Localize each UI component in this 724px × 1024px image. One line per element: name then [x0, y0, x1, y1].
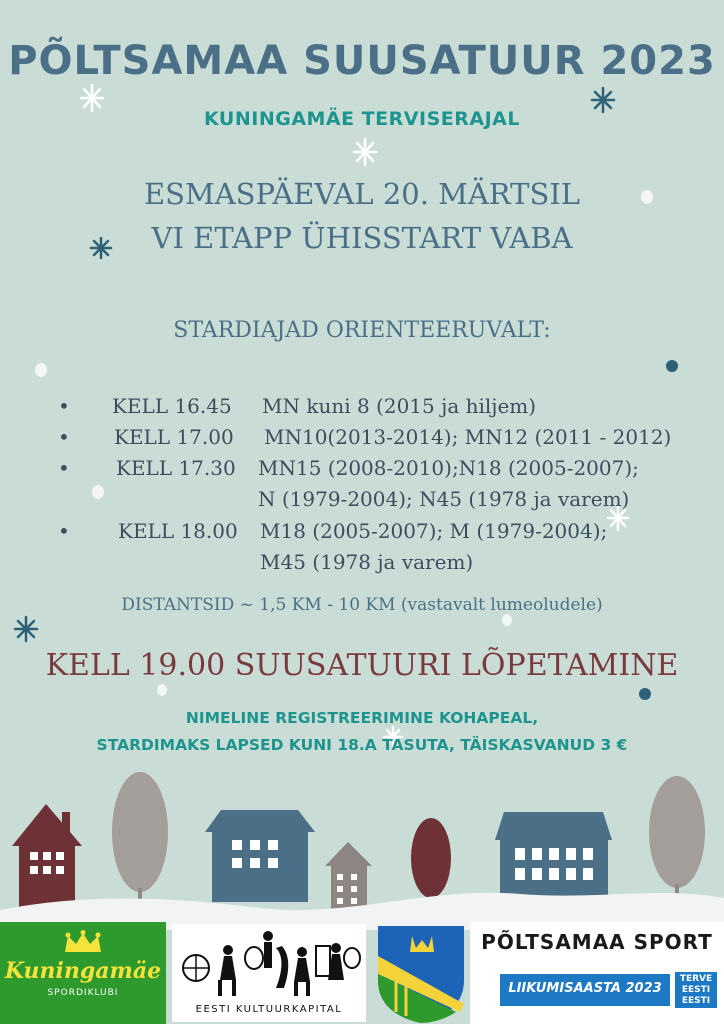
arts-figures-icon	[176, 928, 362, 1000]
start-time: KELL 17.30	[116, 456, 236, 480]
kuningamae-name: Kuningamäe	[4, 958, 162, 984]
start-time: KELL 17.00	[114, 425, 234, 449]
event-info	[0, 172, 724, 260]
house-icon	[205, 810, 315, 902]
fee-line: STARDIMAKS LAPSED KUNI 18.A TASUTA, TÄISKASVANUD 3 €	[96, 736, 628, 754]
start-time: KELL 18.00	[118, 519, 238, 543]
kuningamae-logo	[0, 922, 166, 1024]
village-illustration	[0, 770, 724, 930]
liikumisaasta-text: LIIKUMISAASTA 2023	[508, 981, 662, 996]
start-classes: MN15 (2008-2010);N18 (2005-2007);	[258, 456, 639, 480]
distances-note: DISTANTSID ~ 1,5 KM - 10 KM (vastavalt lumeoludele)	[121, 595, 603, 615]
start-time: KELL 16.45	[112, 394, 232, 418]
sponsor-logos	[0, 922, 724, 1024]
kulturkapital-logo	[172, 924, 366, 1022]
event-date: ESMASPÄEVAL 20. MÄRTSIL	[143, 177, 581, 211]
bullet: •	[58, 519, 70, 543]
start-classes: MN10(2013-2014); MN12 (2011 - 2012)	[264, 425, 672, 449]
tree-icon	[112, 772, 168, 910]
crown-icon	[63, 930, 103, 956]
start-classes: M45 (1978 ja varem)	[260, 550, 474, 574]
venue-subtitle: KUNINGAMÄE TERVISERAJAL	[204, 108, 520, 130]
kulturkapital-name: EESTI KULTUURKAPITAL	[195, 1004, 343, 1015]
coat-of-arms-icon	[372, 922, 470, 1024]
kuningamae-club: SPORDIKLUBI	[47, 988, 119, 998]
bullet: •	[58, 394, 70, 418]
schedule-heading: STARDIAJAD ORIENTEERUVALT:	[173, 318, 551, 343]
finish-announcement: KELL 19.00 SUUSATUURI LÕPETAMINE	[45, 648, 679, 683]
start-classes: N (1979-2004); N45 (1978 ja varem)	[258, 487, 630, 511]
page-title: PÕLTSAMAA SUUSATUUR 2023	[8, 38, 716, 84]
liikumisaasta-badge	[500, 974, 670, 1006]
house-icon	[495, 812, 612, 906]
bullet: •	[58, 425, 70, 449]
eesti-text: EESTI	[681, 996, 711, 1006]
registration-info	[0, 705, 724, 759]
poltsamaa-sport-logo	[470, 922, 724, 1024]
eesti-text: EESTI	[681, 985, 711, 995]
poltsamaa-sport-name: PÕLTSAMAA SPORT	[481, 930, 713, 954]
event-stage: VI ETAPP ÜHISSTART VABA	[151, 221, 573, 255]
start-classes: M18 (2005-2007); M (1979-2004);	[260, 519, 608, 543]
registration-line: NIMELINE REGISTREERIMINE KOHAPEAL,	[185, 709, 539, 727]
terve-text: TERVE	[679, 974, 713, 984]
terve-eesti-badge	[675, 972, 717, 1008]
bullet: •	[58, 456, 70, 480]
start-classes: MN kuni 8 (2015 ja hiljem)	[262, 394, 537, 418]
